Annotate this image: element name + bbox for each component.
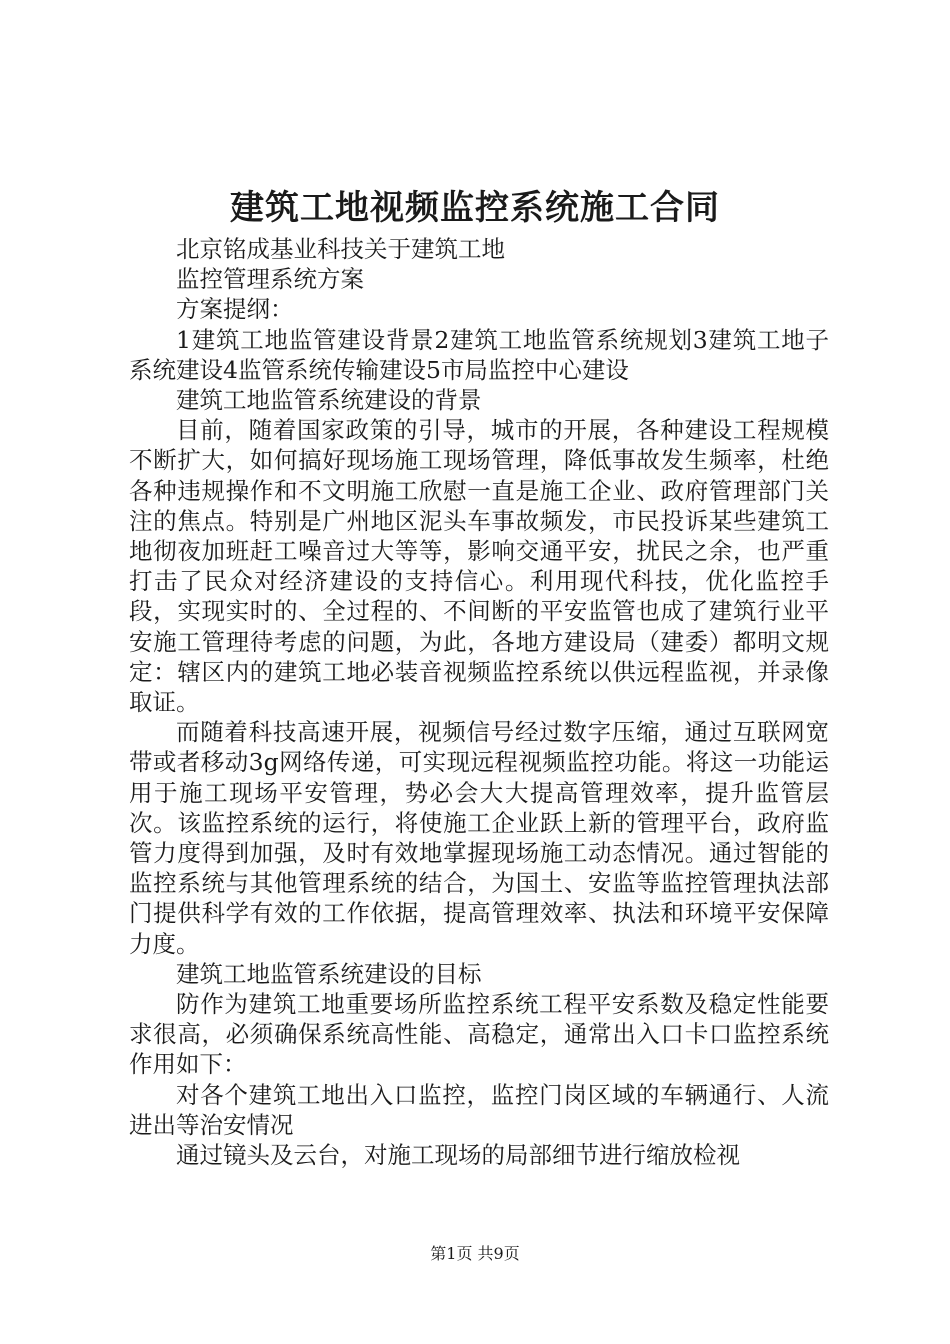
paragraph-technology-body: 而随着科技高速开展，视频信号经过数字压缩，通过互联网宽带或者移动3g网络传递，可实现远程视频监控功能。将这一功能运用于施工现场平安管理，势必会大大提高管理效率，提升监管层次。该监控系统的运行，将使施工企业跃上新的管理平台，政府监管力度得到加强，及时有效地掌握现场施工动态情况。通过智能的监控系统与其他管理系统的结合，为国土、安监等监控管理执法部门提供科学有效的工作依据，提高管理效率、执法和环境平安保障力度。 — [129, 718, 829, 958]
page-number-footer: 第1页 共9页 — [430, 1244, 520, 1263]
section-heading-goals: 建筑工地监管系统建设的目标 — [176, 959, 482, 988]
paragraph-entrance-monitoring: 对各个建筑工地出入口监控，监控门岗区域的车辆通行、人流进出等治安情况 — [129, 1080, 829, 1139]
paragraph-outline-label: 方案提纲： — [176, 295, 294, 324]
section-heading-background: 建筑工地监管系统建设的背景 — [176, 386, 482, 415]
document-body — [129, 234, 829, 1170]
paragraph-company-heading: 北京铭成基业科技关于建筑工地 — [176, 235, 505, 263]
paragraph-goals-body: 防作为建筑工地重要场所监控系统工程平安系数及稳定性能要求很高，必须确保系统高性能、高稳定，通常出入口卡口监控系统作用如下： — [129, 990, 829, 1079]
paragraph-background-body: 目前，随着国家政策的引导，城市的开展，各种建设工程规模不断扩大，如何搞好现场施工现场管理，降低事故发生频率，杜绝各种违规操作和不文明施工欣慰一直是施工企业、政府管理部门关注的焦点。特别是广州地区泥头车事故频发，市民投诉某些建筑工地彻夜加班赶工噪音过大等等，影响交通平安，扰民之余，也严重打击了民众对经济建设的支持信心。利用现代科技，优化监控手段，实现实时的、全过程的、不间断的平安监管也成了建筑行业平安施工管理待考虑的问题，为此，各地方建设局（建委）都明文规定：辖区内的建筑工地必装音视频监控系统以供远程监视，并录像取证。 — [129, 416, 829, 717]
paragraph-detail-inspection: 通过镜头及云台，对施工现场的局部细节进行缩放检视 — [176, 1141, 740, 1170]
document-title: 建筑工地视频监控系统施工合同 — [230, 188, 720, 228]
paragraph-outline-items: 1建筑工地监管建设背景2建筑工地监管系统规划3建筑工地子系统建设4监管系统传输建设5市局监控中心建设 — [129, 325, 829, 384]
paragraph-plan-name: 监控管理系统方案 — [176, 265, 364, 294]
